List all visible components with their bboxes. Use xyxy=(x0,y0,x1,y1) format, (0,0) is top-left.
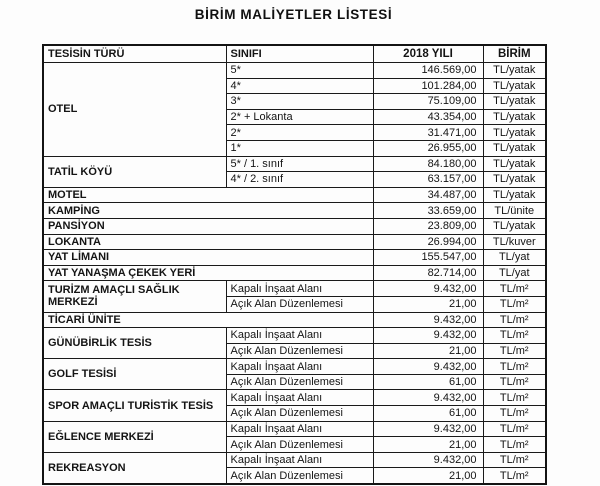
unit-cell: TL/m² xyxy=(483,421,546,437)
value-cell: 84.180,00 xyxy=(373,156,483,172)
value-cell: 21,00 xyxy=(373,343,483,359)
facility-type-cell: TİCARİ ÜNİTE xyxy=(43,312,373,328)
class-cell: 3* xyxy=(226,94,373,110)
value-cell: 21,00 xyxy=(373,468,483,484)
class-cell: 4* xyxy=(226,78,373,94)
value-cell: 26.994,00 xyxy=(373,234,483,250)
facility-type-cell: GÜNÜBİRLİK TESİS xyxy=(43,328,226,359)
value-cell: 26.955,00 xyxy=(373,140,483,156)
value-cell: 43.354,00 xyxy=(373,109,483,125)
column-header-class: SINIFI xyxy=(226,45,373,63)
table-row xyxy=(43,63,546,79)
unit-cell: TL/yatak xyxy=(483,94,546,110)
class-cell: Açık Alan Düzenlemesi xyxy=(226,343,373,359)
column-header-unit: BİRİM xyxy=(483,45,546,63)
unit-cell: TL/ünite xyxy=(483,203,546,219)
facility-type-cell: LOKANTA xyxy=(43,234,373,250)
unit-cell: TL/m² xyxy=(483,328,546,344)
value-cell: 61,00 xyxy=(373,406,483,422)
table-body xyxy=(43,63,546,485)
table-row xyxy=(43,187,546,203)
facility-type-cell: SPOR AMAÇLI TURİSTİK TESİS xyxy=(43,390,226,421)
value-cell: 9.432,00 xyxy=(373,390,483,406)
table-row xyxy=(43,421,546,437)
table-header xyxy=(43,45,546,63)
facility-type-cell: YAT LİMANI xyxy=(43,250,373,266)
unit-cell: TL/m² xyxy=(483,437,546,453)
column-header-facility-type: TESİSİN TÜRÜ xyxy=(43,45,226,63)
unit-cell: TL/m² xyxy=(483,390,546,406)
value-cell: 63.157,00 xyxy=(373,172,483,188)
table-row xyxy=(43,312,546,328)
class-cell: 2* + Lokanta xyxy=(226,109,373,125)
table-row xyxy=(43,218,546,234)
value-cell: 146.569,00 xyxy=(373,63,483,79)
value-cell: 31.471,00 xyxy=(373,125,483,141)
unit-cell: TL/m² xyxy=(483,359,546,375)
unit-cell: TL/kuver xyxy=(483,234,546,250)
class-cell: Kapalı İnşaat Alanı xyxy=(226,328,373,344)
unit-cell: TL/yatak xyxy=(483,78,546,94)
class-cell: Açık Alan Düzenlemesi xyxy=(226,406,373,422)
unit-cell: TL/m² xyxy=(483,468,546,484)
table-row xyxy=(43,265,546,281)
value-cell: 101.284,00 xyxy=(373,78,483,94)
table-row xyxy=(43,234,546,250)
table-row xyxy=(43,359,546,375)
unit-cell: TL/m² xyxy=(483,406,546,422)
value-cell: 9.432,00 xyxy=(373,312,483,328)
class-cell: Kapalı İnşaat Alanı xyxy=(226,359,373,375)
class-cell: 4* / 2. sınıf xyxy=(226,172,373,188)
unit-cell: TL/yatak xyxy=(483,156,546,172)
column-header-year: 2018 YILI xyxy=(373,45,483,63)
value-cell: 9.432,00 xyxy=(373,359,483,375)
value-cell: 33.659,00 xyxy=(373,203,483,219)
table-row xyxy=(43,203,546,219)
unit-cell: TL/yat xyxy=(483,250,546,266)
table-row xyxy=(43,328,546,344)
value-cell: 9.432,00 xyxy=(373,452,483,468)
value-cell: 75.109,00 xyxy=(373,94,483,110)
class-cell: Kapalı İnşaat Alanı xyxy=(226,281,373,297)
unit-cell: TL/yatak xyxy=(483,187,546,203)
class-cell: Açık Alan Düzenlemesi xyxy=(226,468,373,484)
value-cell: 9.432,00 xyxy=(373,421,483,437)
class-cell: 5* xyxy=(226,63,373,79)
facility-type-cell: EĞLENCE MERKEZİ xyxy=(43,421,226,452)
unit-cell: TL/m² xyxy=(483,452,546,468)
unit-cell: TL/yatak xyxy=(483,125,546,141)
unit-cell: TL/yatak xyxy=(483,109,546,125)
value-cell: 34.487,00 xyxy=(373,187,483,203)
facility-type-cell: REKREASYON xyxy=(43,452,226,484)
facility-type-cell: TURİZM AMAÇLI SAĞLIK MERKEZİ xyxy=(43,281,226,312)
class-cell: Kapalı İnşaat Alanı xyxy=(226,452,373,468)
class-cell: Açık Alan Düzenlemesi xyxy=(226,296,373,312)
value-cell: 9.432,00 xyxy=(373,281,483,297)
class-cell: 5* / 1. sınıf xyxy=(226,156,373,172)
class-cell: Kapalı İnşaat Alanı xyxy=(226,390,373,406)
value-cell: 155.547,00 xyxy=(373,250,483,266)
table-row xyxy=(43,452,546,468)
facility-type-cell: KAMPİNG xyxy=(43,203,373,219)
value-cell: 23.809,00 xyxy=(373,218,483,234)
facility-type-cell: YAT YANAŞMA ÇEKEK YERİ xyxy=(43,265,373,281)
table-row xyxy=(43,250,546,266)
class-cell: Açık Alan Düzenlemesi xyxy=(226,374,373,390)
value-cell: 82.714,00 xyxy=(373,265,483,281)
facility-type-cell: GOLF TESİSİ xyxy=(43,359,226,390)
table-row xyxy=(43,156,546,172)
header-row xyxy=(43,45,546,63)
unit-cell: TL/m² xyxy=(483,312,546,328)
class-cell: 2* xyxy=(226,125,373,141)
unit-cell: TL/yatak xyxy=(483,218,546,234)
table-row xyxy=(43,390,546,406)
class-cell: 1* xyxy=(226,140,373,156)
unit-cell: TL/yatak xyxy=(483,63,546,79)
page-title: BİRİM MALİYETLER LİSTESİ xyxy=(194,7,393,22)
unit-cell: TL/m² xyxy=(483,296,546,312)
class-cell: Kapalı İnşaat Alanı xyxy=(226,421,373,437)
class-cell: Açık Alan Düzenlemesi xyxy=(226,437,373,453)
value-cell: 21,00 xyxy=(373,437,483,453)
unit-cell: TL/m² xyxy=(483,343,546,359)
facility-type-cell: PANSİYON xyxy=(43,218,373,234)
unit-cell: TL/m² xyxy=(483,374,546,390)
table-row xyxy=(43,281,546,297)
facility-type-cell: OTEL xyxy=(43,63,226,157)
unit-cell: TL/m² xyxy=(483,281,546,297)
unit-costs-table xyxy=(42,44,547,485)
facility-type-cell: TATİL KÖYÜ xyxy=(43,156,226,187)
facility-type-cell: MOTEL xyxy=(43,187,373,203)
unit-cell: TL/yat xyxy=(483,265,546,281)
unit-cell: TL/yatak xyxy=(483,140,546,156)
unit-cell: TL/yatak xyxy=(483,172,546,188)
value-cell: 9.432,00 xyxy=(373,328,483,344)
value-cell: 61,00 xyxy=(373,374,483,390)
value-cell: 21,00 xyxy=(373,296,483,312)
